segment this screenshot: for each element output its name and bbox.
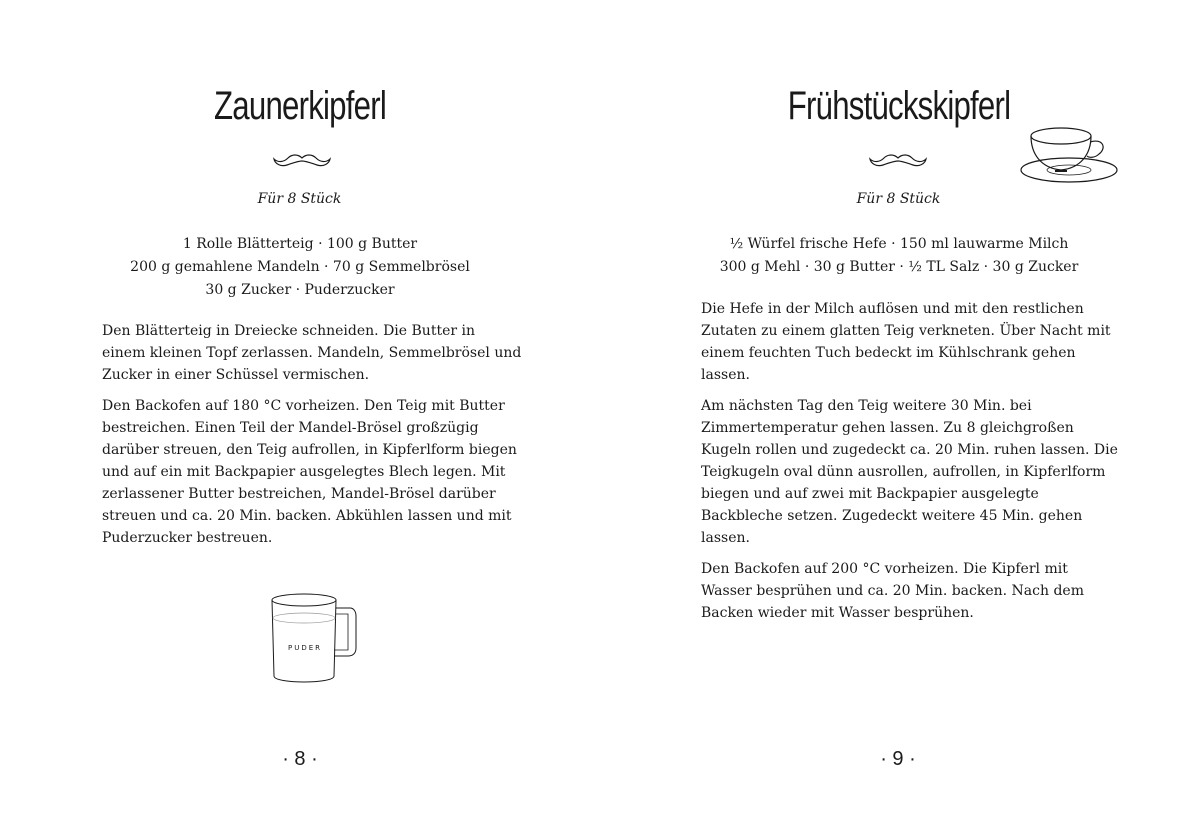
method-paragraph: Am nächsten Tag den Teig weitere 30 Min. bei Zimmertemperatur gehen lassen. Zu 8 gleichgroßen Kugeln rollen und zugedeckt ca. 20 Min. ruhen lassen. Die Teigkugeln oval dünn ausrollen, aufrollen, in Kipferlform biegen und auf zwei mit Backpapier ausgelegte Backbleche setzen. Zugedeckt weitere 45 Min. gehen lassen. bbox=[701, 398, 1118, 546]
page-number: · 8 · bbox=[282, 748, 318, 770]
flour-sifter-icon bbox=[264, 588, 358, 688]
recipe-title: Frühstückskipferl bbox=[787, 84, 1011, 128]
ingredients-list bbox=[50, 233, 550, 302]
mustache-icon bbox=[272, 152, 332, 170]
method-text bbox=[102, 320, 522, 558]
recipe-title: Zaunerkipferl bbox=[214, 84, 386, 128]
teacup-icon bbox=[1019, 124, 1121, 188]
mustache-icon bbox=[868, 152, 928, 170]
method-paragraph: Den Blätterteig in Dreiecke schneiden. Die Butter in einem kleinen Topf zerlassen. Mandeln, Semmelbrösel und Zucker in einer Schüssel vermischen. bbox=[102, 323, 522, 383]
method-paragraph: Den Backofen auf 200 °C vorheizen. Die Kipferl mit Wasser besprühen und ca. 20 Min. backen. Nach dem Backen wieder mit Wasser besprühen. bbox=[701, 561, 1084, 621]
ingredient-line: 1 Rolle Blätterteig · 100 g Butter bbox=[182, 236, 418, 252]
method-paragraph: Den Backofen auf 180 °C vorheizen. Den Teig mit Butter bestreichen. Einen Teil der Mandel-Brösel großzügig darüber streuen, den Teig aufrollen, in Kipferlform biegen und auf ein mit Backpapier ausgelegtes Blech legen. Mit zerlassener Butter bestreichen, Mandel-Brösel darüber streuen und ca. 20 Min. backen. Abkühlen lassen und mit Puderzucker bestreuen. bbox=[102, 398, 517, 546]
method-text bbox=[701, 298, 1121, 633]
right-page bbox=[599, 0, 1198, 832]
ingredient-line: ½ Würfel frische Hefe · 150 ml lauwarme Milch bbox=[729, 236, 1069, 252]
method-paragraph: Die Hefe in der Milch auflösen und mit den restlichen Zutaten zu einem glatten Teig verkneten. Über Nacht mit einem feuchten Tuch bedeckt im Kühlschrank gehen lassen. bbox=[701, 301, 1111, 383]
servings-label: Für 8 Stück bbox=[856, 191, 941, 207]
ingredient-line: 300 g Mehl · 30 g Butter · ½ TL Salz · 30 g Zucker bbox=[719, 259, 1079, 275]
ingredient-line: 30 g Zucker · Puderzucker bbox=[205, 282, 395, 298]
sifter-label: PUDER bbox=[288, 644, 323, 652]
servings-label: Für 8 Stück bbox=[257, 191, 342, 207]
ingredient-line: 200 g gemahlene Mandeln · 70 g Semmelbrösel bbox=[130, 259, 470, 275]
ingredients-list bbox=[649, 233, 1149, 279]
page-number: · 9 · bbox=[880, 748, 916, 770]
